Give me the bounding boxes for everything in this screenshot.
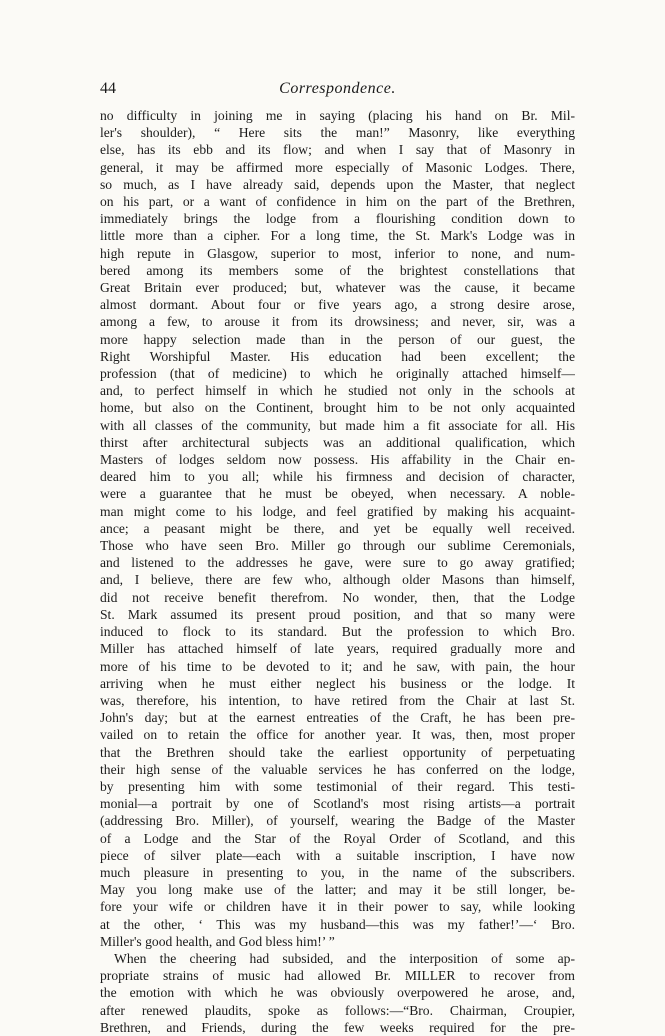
text-line: general, it may be affirmed more especially of Masonic Lodges. There, — [100, 159, 575, 175]
text-line: the emotion with which he was obviously overpowered he arose, and, — [100, 985, 575, 1001]
text-line: induced to flock to its standard. But the profession to which Bro. — [100, 624, 575, 640]
text-line: almost dormant. About four or five years ago, a strong desire arose, — [100, 297, 575, 313]
text-line: much pleasure in presenting to you, in the name of the subscribers. — [100, 864, 575, 880]
text-line: monial—a portrait by one of Scotland's most rising artists—a portrait — [100, 796, 575, 812]
page-header — [100, 80, 575, 102]
text-line: vailed on to retain the office for another year. It was, then, most proper — [100, 727, 575, 743]
text-line: bered among its members some of the brightest constellations that — [100, 262, 575, 278]
text-line: high repute in Glasgow, superior to most, inferior to none, and num- — [100, 245, 575, 261]
text-line: immediately brings the lodge from a flourishing condition down to — [100, 211, 575, 227]
text-line: Miller's good health, and God bless him!’ ” — [100, 933, 335, 949]
text-line: When the cheering had subsided, and the interposition of some ap- — [114, 950, 575, 966]
text-line: their high sense of the valuable services he has conferred on the lodge, — [100, 761, 575, 777]
text-line: May you long make use of the latter; and may it be still longer, be- — [100, 882, 575, 898]
text-line: arriving when he must either neglect his business or the lodge. It — [100, 675, 575, 691]
text-line: Miller has attached himself of late years, required gradually more and — [100, 641, 575, 657]
text-line: after renewed plaudits, spoke as follows:—“Bro. Chairman, Croupier, — [100, 1002, 575, 1018]
text-line: ance; a peasant might be there, and yet be equally well received. — [100, 520, 575, 536]
text-line: John's day; but at the earnest entreaties of the Craft, he has been pre- — [100, 710, 575, 726]
text-line: St. Mark assumed its present proud position, and that so many were — [100, 606, 575, 622]
body-text — [100, 107, 575, 1036]
text-line: ler's shoulder), “ Here sits the man!” Masonry, like everything — [100, 125, 575, 141]
text-line: (addressing Bro. Miller), of yourself, wearing the Badge of the Master — [100, 813, 575, 829]
text-line: deared him to you all; while his firmness and decision of character, — [100, 469, 575, 485]
text-line: on his part, or a want of confidence in him on the part of the Brethren, — [100, 194, 575, 210]
text-line: little more than a cipher. For a long time, the St. Mark's Lodge was in — [100, 228, 575, 244]
text-line: else, has its ebb and its flow; and when I say that of Masonry in — [100, 142, 575, 158]
text-line: more happy selection made than in the person of our guest, the — [100, 331, 575, 347]
text-line: and, I believe, there are few who, although older Masons than himself, — [100, 572, 575, 588]
text-line: Right Worshipful Master. His education had been excellent; the — [100, 348, 575, 364]
page-number: 44 — [100, 80, 116, 97]
text-line: Those who have seen Bro. Miller go through our sublime Ceremonials, — [100, 538, 575, 554]
text-line: so much, as I have already said, depends upon the Master, that neglect — [100, 176, 575, 192]
text-line: and listened to the addresses he gave, were sure to go away gratified; — [100, 555, 575, 571]
text-line: at the other, ‘ This was my husband—this was my father!’—‘ Bro. — [100, 916, 575, 932]
text-line: were a guarantee that he must be obeyed, when necessary. A noble- — [100, 486, 575, 502]
text-line: Great Britain ever produced; but, whatever was the cause, it became — [100, 280, 575, 296]
text-line: no difficulty in joining me in saying (placing his hand on Br. Mil- — [100, 108, 575, 123]
running-title: Correspondence. — [279, 80, 396, 97]
text-line: with all classes of the community, but made him a fit associate for all. His — [100, 417, 575, 433]
text-line: propriate strains of music had allowed Br. MILLER to recover from — [100, 968, 575, 984]
text-line: of a Lodge and the Star of the Royal Order of Scotland, and this — [100, 830, 575, 846]
text-line: man might come to his lodge, and feel gratified by making his acquaint- — [100, 503, 575, 519]
text-line: Masters of lodges seldom now possess. His affability in the Chair en- — [100, 452, 575, 468]
text-line: and, to perfect himself in which he studied not only in the schools at — [100, 383, 575, 399]
text-line: among a few, to arouse it from its drowsiness; and never, sir, was a — [100, 314, 575, 330]
text-line: by presenting him with some testimonial of their regard. This testi- — [100, 778, 575, 794]
text-line: Brethren, and Friends, during the few weeks required for the pre- — [100, 1019, 575, 1035]
text-line: home, but also on the Continent, brought him to be not only acquainted — [100, 400, 575, 416]
text-line: piece of silver plate—each with a suitable inscription, I have now — [100, 847, 575, 863]
text-line: fore your wife or children have it in their power to say, while looking — [100, 899, 575, 915]
text-line: more of his time to be devoted to it; and he saw, with pain, the hour — [100, 658, 575, 674]
text-line: that the Brethren should take the earliest opportunity of perpetuating — [100, 744, 575, 760]
text-line: thirst after architectural subjects was an additional qualification, which — [100, 434, 575, 450]
text-line: did not receive benefit therefrom. No wonder, then, that the Lodge — [100, 589, 575, 605]
text-line: profession (that of medicine) to which he originally attached himself— — [100, 366, 575, 382]
text-line: was, therefore, his intention, to have retired from the Chair at last St. — [100, 692, 575, 708]
